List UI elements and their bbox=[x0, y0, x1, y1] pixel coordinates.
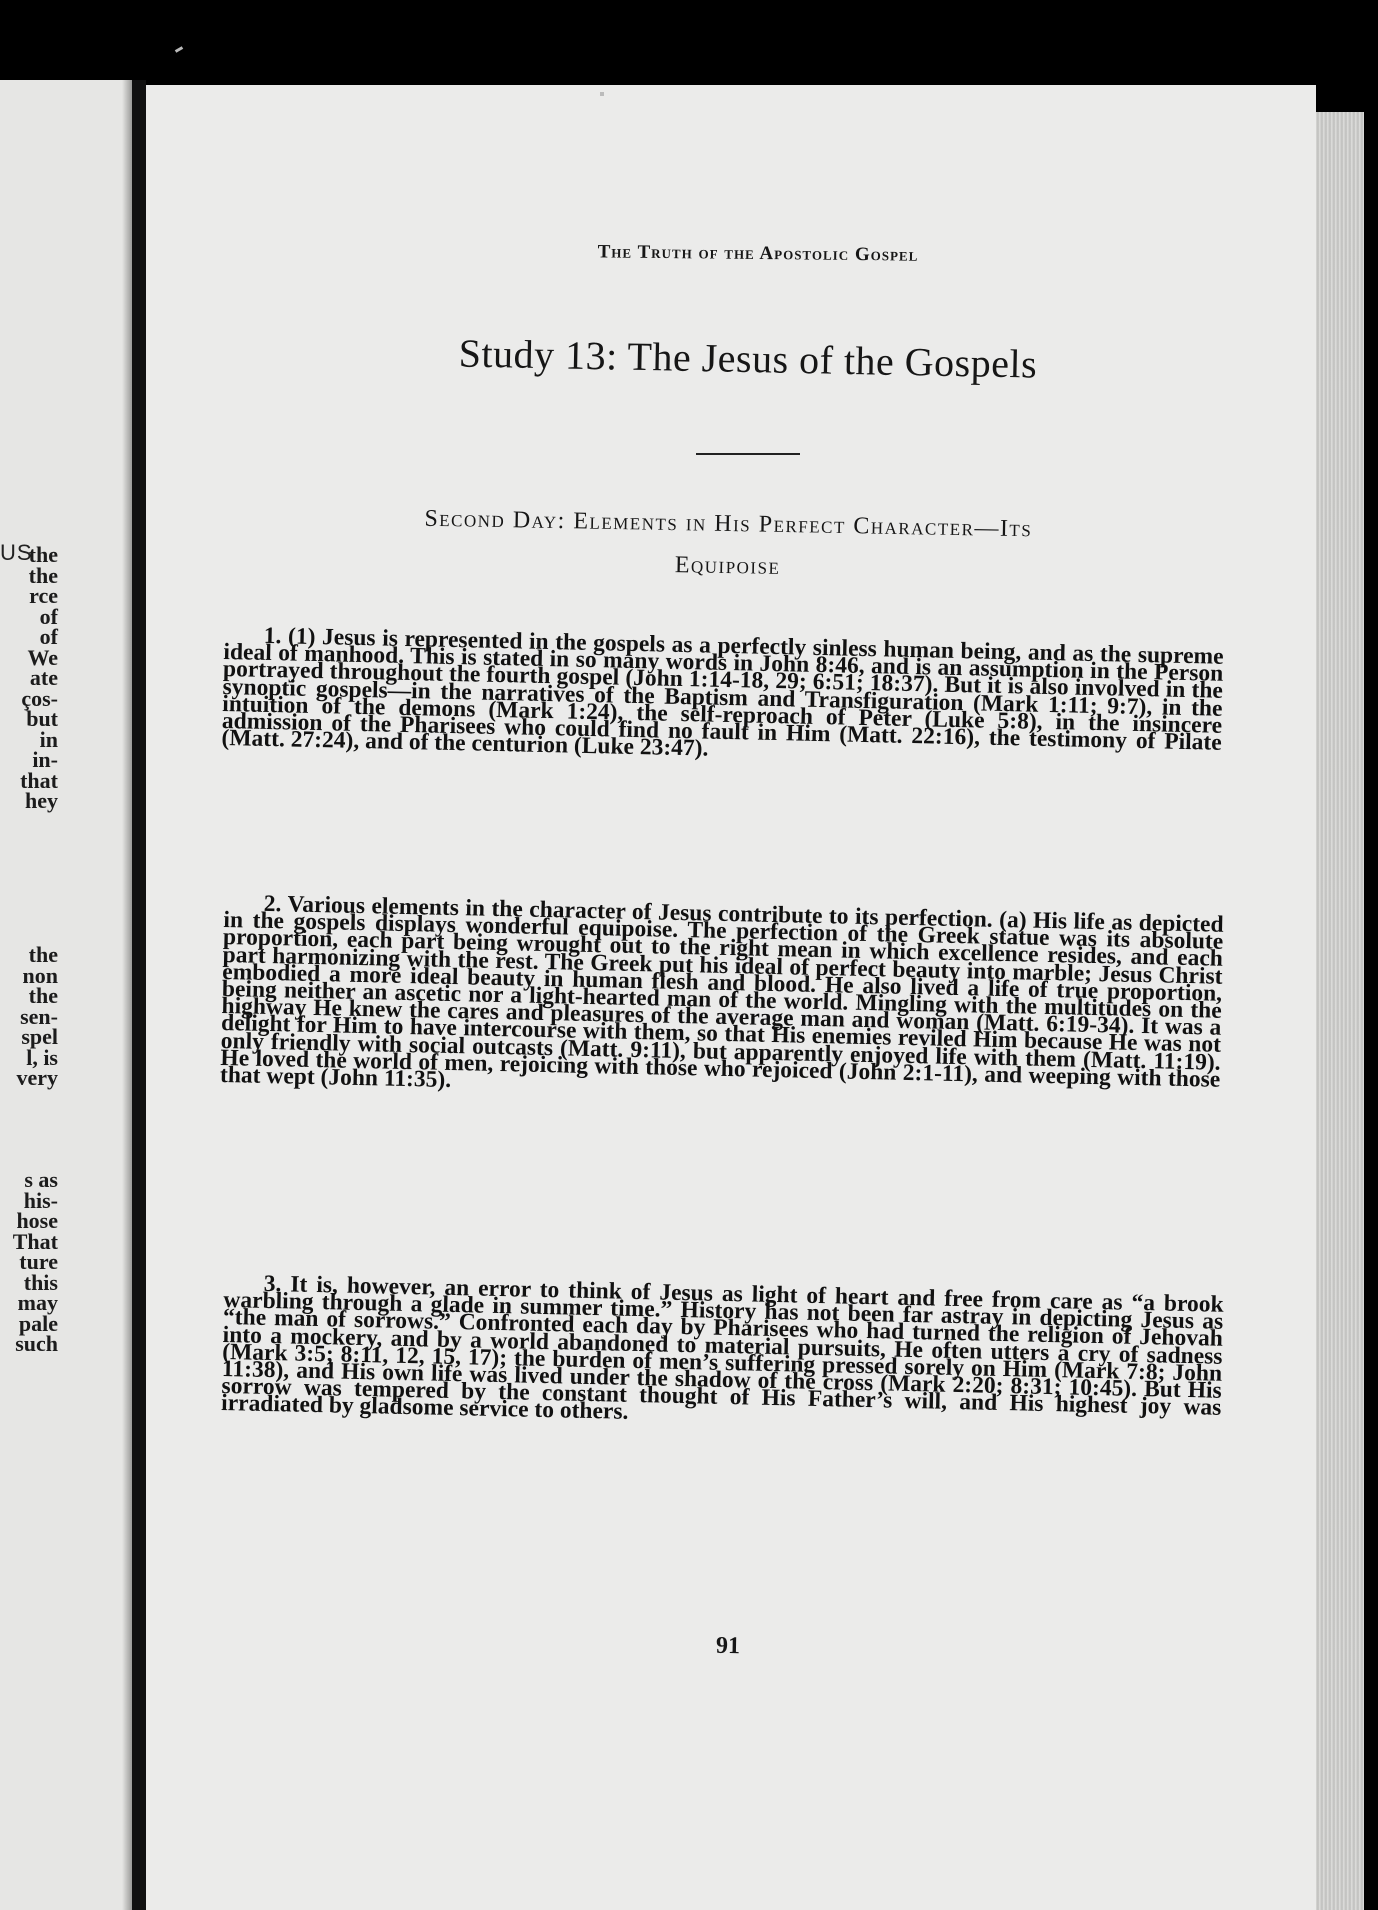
left-page-fragment-line: very bbox=[16, 1065, 58, 1090]
paragraph-3: 3. It is, however, an error to think of Jesus as light of heart and free from care as “a brook warbling through a glade in summer time.” History has not been far astray in depicting Jesus as “the man of sorrows.” Confronted each day by Pharisees who had turned the religion of Jehovah into a mockery, and by a world abandoned to material pursuits, He often utters a cry of sadness (Mark 3:5; 8:11, 12, 15, 17); the burden of men’s suffering pressed sorely on Him (Mark 7:8; John 11:38), and His own life was lived under the shadow of the cross (Mark 2:20; 8:31; 10:45). But His sorrow was tempered by the constant thought of His Father’s will, and His highest joy was irradiated by gladsome service to others. bbox=[220, 1270, 1224, 1426]
scan-speck bbox=[600, 92, 604, 96]
left-page-fragment-line: hey bbox=[25, 788, 58, 813]
section-heading-line-1: Second Day: Elements in His Perfect Character—Its bbox=[424, 505, 1033, 543]
study-title: Study 13: The Jesus of the Gospels bbox=[458, 330, 1038, 387]
left-page-fragment-line: rce bbox=[29, 583, 58, 608]
left-page-fragment-line: of bbox=[39, 603, 58, 629]
left-page-fragment-line: the bbox=[28, 942, 58, 967]
left-page-fragment-line: s as bbox=[24, 1167, 58, 1192]
left-page-fragment-line: the bbox=[28, 542, 58, 567]
scan-speck bbox=[175, 46, 183, 53]
left-page-heading-fragment: US bbox=[0, 540, 33, 565]
left-page-fragment-line: such bbox=[15, 1331, 58, 1356]
title-rule bbox=[696, 453, 800, 455]
gutter-shadow bbox=[122, 80, 132, 1910]
left-page-fragment-line: sen- bbox=[20, 1003, 58, 1029]
left-page-fragment-line: ços- bbox=[21, 685, 58, 711]
left-page-fragment-line: That bbox=[12, 1228, 58, 1254]
left-page-fragment-line: but bbox=[26, 706, 58, 731]
left-page-fragment-line: ate bbox=[29, 665, 58, 690]
left-page-fragment-line: of bbox=[39, 624, 58, 649]
left-page-fragment-line: the bbox=[28, 983, 58, 1008]
book-page bbox=[146, 85, 1316, 1910]
left-page-fragment-line: spel bbox=[21, 1024, 58, 1049]
section-heading bbox=[247, 495, 1208, 596]
page-gutter bbox=[132, 80, 146, 1910]
left-page-fragment-line: this bbox=[23, 1269, 58, 1295]
left-page-fragment-line: l, is bbox=[26, 1044, 58, 1070]
left-page-fragment-line: in bbox=[39, 726, 58, 752]
left-page-fragment-line: ture bbox=[19, 1249, 58, 1274]
left-page-fragment-line: hose bbox=[16, 1208, 58, 1233]
left-page-fragment-line: We bbox=[27, 644, 58, 670]
left-page-fragment-line: the bbox=[28, 562, 58, 588]
running-head: The Truth of the Apostolic Gospel bbox=[597, 241, 919, 266]
section-heading-line-2: Equipoise bbox=[674, 552, 781, 580]
paragraph-1: 1. (1) Jesus is represented in the gospels as a perfectly sinless human being, and as the supreme ideal of manhood. This is stated in so many words in John 8:46, and is an assumption in the Person portrayed throughout the fourth gospel (John 1:14-18, 29; 6:51; 18:37). But it is also involved in the synoptic gospels—in the narratives of the Baptism and Transfiguration (Mark 1:11; 9:7), in the intuition of the demons (Mark 1:24), the self-reproach of Peter (Luke 5:8), in the insincere admission of the Pharisees who could find no fault in Him (Matt. 22:16), the testimony of Pilate (Matt. 27:24), and of the centurion (Luke 23:47). bbox=[221, 622, 1224, 762]
page-number: 91 bbox=[715, 1632, 741, 1660]
left-page-fragment-line: that bbox=[20, 767, 58, 793]
paragraph-2: 2. Various elements in the character of Jesus contribute to its perfection. (a) His life as depicted in the gospels displays wonderful equipoise. The perfection of the Greek statue was its absolute proportion, each part being wrought out to the right mean in which excellence resides, and each part harmonizing with the rest. The Greek put his ideal of perfect beauty into marble; Jesus Christ embodied a more ideal beauty in human flesh and blood. He also lived a life of true proportion, being neither an ascetic nor a light-hearted man of the world. Mingling with the multitudes on the highway He knew the cares and pleasures of the average man and woman (Matt. 6:19-34). It was a delight for Him to have intercourse with them, so that His enemies reviled Him because He was not only friendly with social outcasts (Matt. 9:11), but apparently enjoyed life with them (Matt. 11:19). He loved the world of men, rejoicing with those who rejoiced (John 2:1-11), and weeping with those that wept (John 11:35). bbox=[219, 890, 1224, 1094]
left-page-fragment-line: pale bbox=[18, 1310, 58, 1336]
left-page-fragment bbox=[0, 80, 132, 1910]
left-page-fragment-line: may bbox=[17, 1290, 58, 1315]
left-page-fragment-line: non bbox=[22, 962, 58, 988]
left-page-fragment-line: his- bbox=[23, 1187, 58, 1213]
page-edges bbox=[1316, 112, 1364, 1910]
left-page-fragment-line: in- bbox=[32, 747, 58, 772]
